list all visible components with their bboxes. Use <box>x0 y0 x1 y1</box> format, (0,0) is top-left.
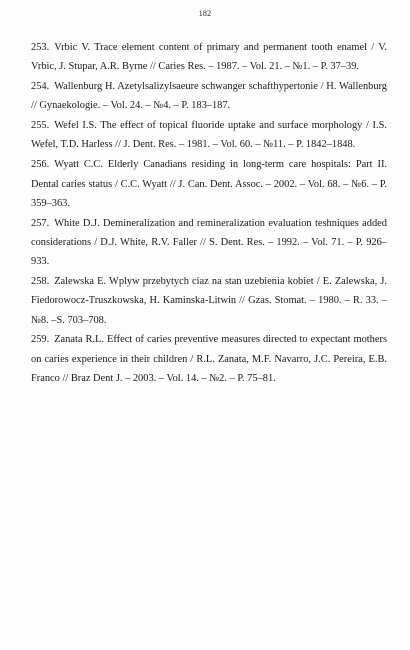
reference-item <box>31 330 387 388</box>
reference-item <box>31 116 387 155</box>
reference-text: Zalewska E. Wplyw przebytych ciaz na stan uzebienia kobiet / E. Zalewska, J. Fiedorowocz-Truszkowska, H. Kaminska-Litwin // Gzas. Stomat. – 1980. – R. 33. – №8. –S. 703–708. <box>31 276 387 326</box>
reference-number: 256. <box>31 159 50 171</box>
reference-text: Wallenburg H. Azetylsalizylsaeure schwanger schafthypertonie / H. Wallenburg // Gynaekologie. – Vol. 24. – №4. – P. 183–187. <box>31 81 387 112</box>
reference-item <box>31 38 387 77</box>
reference-item <box>31 77 387 116</box>
reference-number: 257. <box>31 217 50 229</box>
reference-number: 255. <box>31 120 50 132</box>
reference-item <box>31 155 387 213</box>
page-number: 182 <box>198 9 212 18</box>
reference-text: White D.J. Demineralization and remineralization evaluation teshniques added considerations / D.J. White, R.V. Faller // S. Dent. Res. – 1992. – Vol. 71. – P. 926–933. <box>31 217 387 268</box>
reference-text: Wefel I.S. The effect of topical fluoride uptake and surface morphology / I.S. Wefel, T.D. Harless // J. Dent. Res. – 1981. – Vol. 60. – №11. – P. 1842–1848. <box>31 120 387 151</box>
reference-text: Wyatt C.C. Elderly Canadians residing in long-term care hospitals: Part II. Dental caries status / C.C. Wyatt // J. Can. Dent. Assoc. – 2002. – Vol. 68. – №6. – P. 359–363. <box>31 159 387 209</box>
reference-list <box>31 38 387 388</box>
reference-text: Zanata R.L. Effect of caries preventive measures directed to expectant mothers on caries experience in their children / R.L. Zanata, M.F. Navarro, J.C. Pereira, E.B. Franco // Braz Dent J. – 2003. – Vol. 14. – №2. – P. 75–81. <box>31 334 387 385</box>
reference-number: 253. <box>31 42 50 53</box>
reference-text: Vrbic V. Trace element content of primary and permanent tooth enamel / V. Vrbic, J. Stupar, A.R. Byrne // Caries Res. – 1987. – Vol. 21. – №1. – P. 37–39. <box>31 42 387 73</box>
reference-number: 258. <box>31 276 50 288</box>
reference-number: 254. <box>31 81 50 93</box>
reference-item <box>31 214 387 272</box>
reference-number: 259. <box>31 334 50 346</box>
reference-item <box>31 272 387 330</box>
